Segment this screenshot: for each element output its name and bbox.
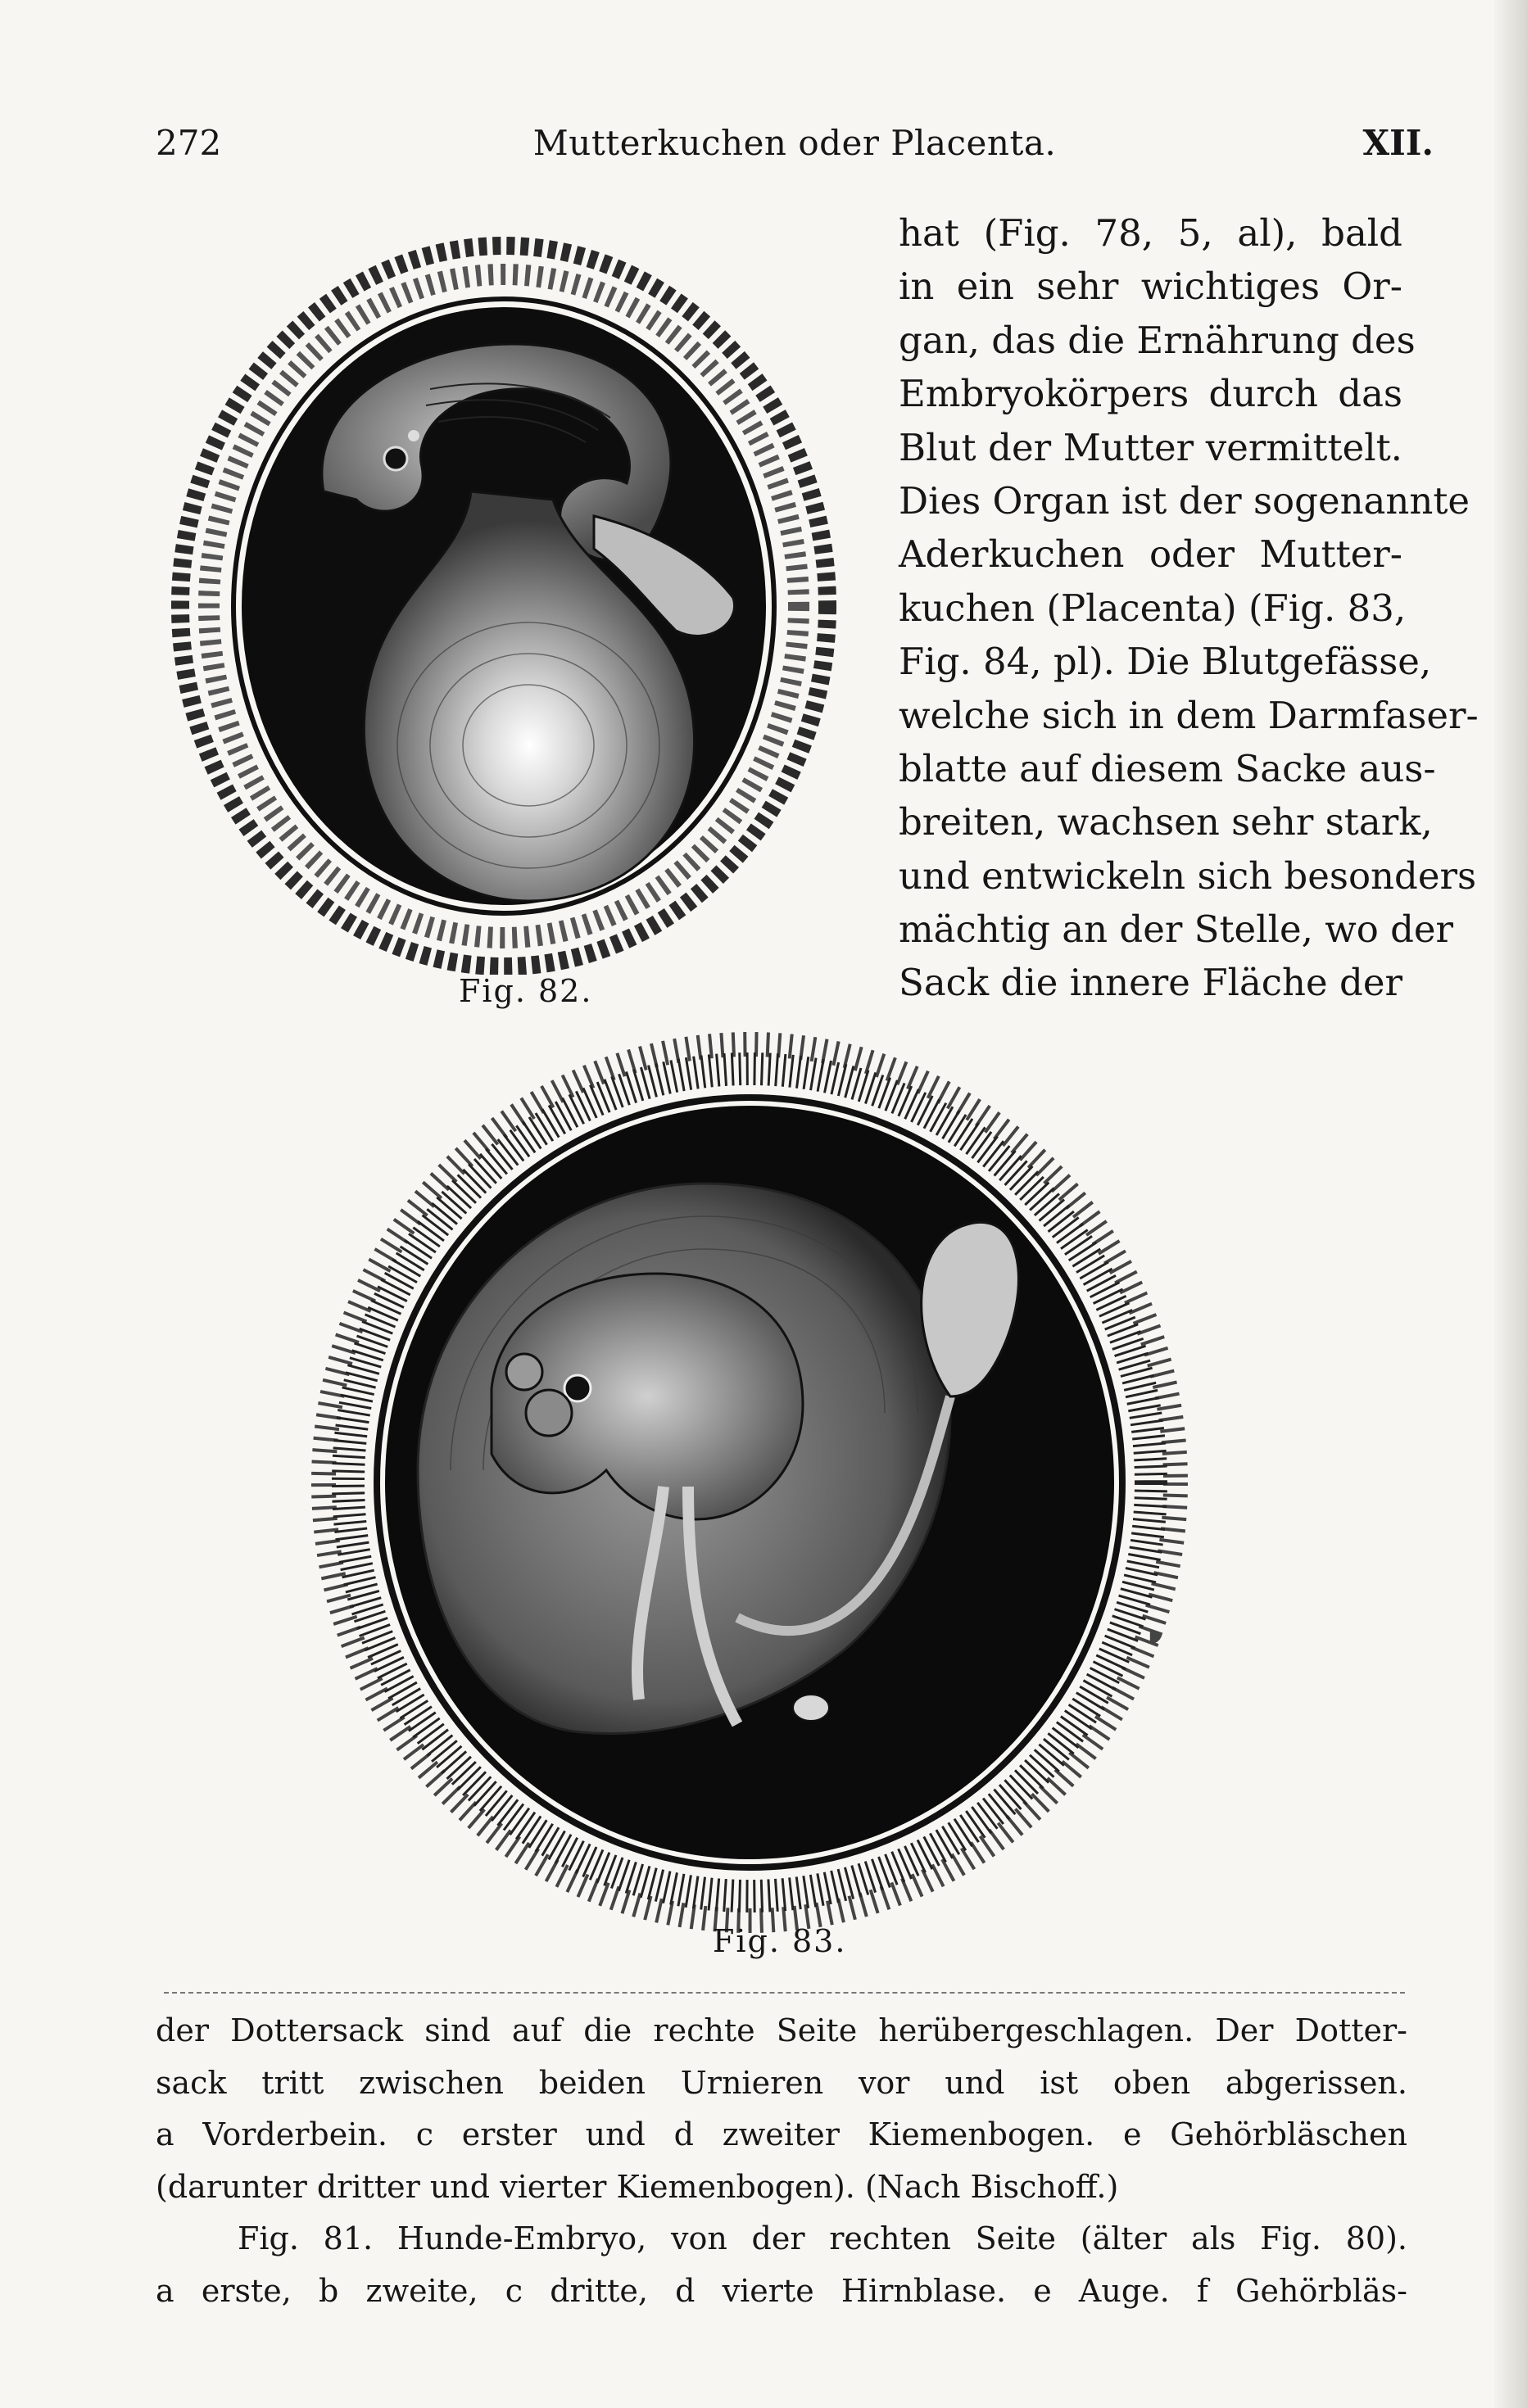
body-text-line: hat (Fig. 78, 5, al), bald [899,211,1402,255]
chapter-number: XII. [1362,123,1434,163]
footnote-line: a erste, b zweite, c dritte, d vierte Hirnblase. e Auge. f Gehörbläs- [156,2272,1407,2309]
footnote-line: der Dottersack sind auf die rechte Seite herübergeschlagen. Der Dotter- [156,2012,1407,2048]
running-header [156,123,1434,172]
body-text-line: welche sich in dem Darmfaser- [899,693,1479,737]
body-text-line: Aderkuchen oder Mutter- [899,532,1402,577]
page-number: 272 [156,123,222,163]
body-text-line: Fig. 84, pl). Die Blutgefässe, [899,640,1432,684]
footnote-line: (darunter dritter und vierter Kiemenbogen). (Nach Bischoff.) [156,2168,1119,2205]
body-text-line: Sack die innere Fläche der [899,961,1402,1005]
embryo-eye [564,1375,591,1401]
body-text-line: mächtig an der Stelle, wo der [899,908,1454,952]
body-text-line: blatte auf diesem Sacke aus- [899,746,1436,790]
body-text-line: breiten, wachsen sehr stark, [899,800,1433,844]
footnote-line: sack tritt zwischen beiden Urnieren vor und ist oben abgerissen. [156,2064,1407,2101]
body-text-line: Blut der Mutter vermittelt. [899,425,1402,469]
embryo-eye [384,447,407,470]
figure-83-caption: Fig. 83. [713,1923,847,1959]
page-edge-shadow [1494,0,1527,2408]
body-text-line: und entwickeln sich besonders [899,853,1477,898]
body-text-line: in ein sehr wichtiges Or- [899,265,1402,309]
body-text-line: kuchen (Placenta) (Fig. 83, [899,586,1407,630]
body-text-line: gan, das die Ernährung des [899,318,1416,362]
figure-83-illustration [311,1028,1188,1933]
body-text-column [899,206,1479,1010]
body-text-line: Embryokörpers durch das [899,372,1402,416]
figure-82-caption: Fig. 82. [459,973,593,1009]
running-title: Mutterkuchen oder Placenta. [532,123,1057,163]
footnote-divider [164,1992,1405,1994]
footnote-line: a Vorderbein. c erster und d zweiter Kiemenbogen. e Gehörbläschen [156,2116,1407,2152]
figure-82-illustration [168,221,848,975]
footnote-line: Fig. 81. Hunde-Embryo, von der rechten Seite (älter als Fig. 80). [238,2220,1407,2256]
footnote-block [156,2005,1407,2317]
body-text-line: Dies Organ ist der sogenannte [899,478,1470,523]
